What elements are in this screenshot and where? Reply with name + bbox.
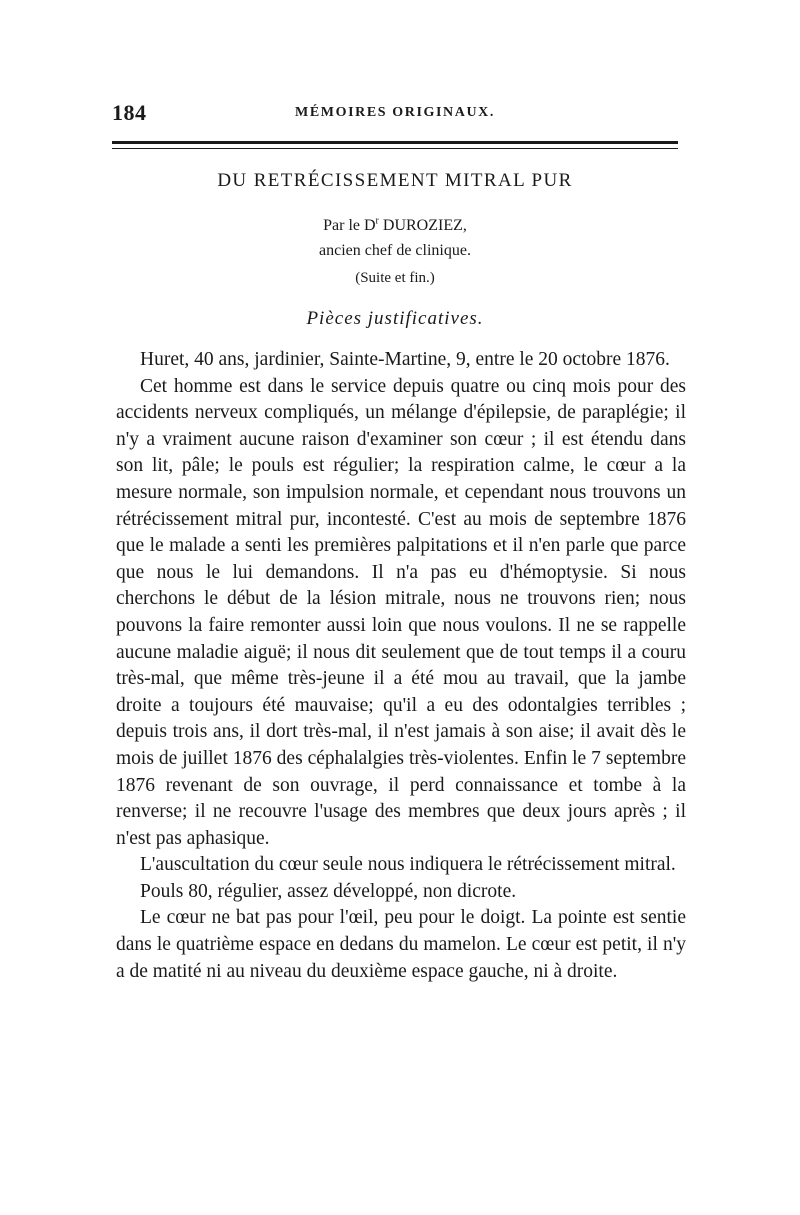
header-rule-thick <box>112 141 678 144</box>
page-number: 184 <box>112 100 147 125</box>
paragraph: Le cœur ne bat pas pour l'œil, peu pour le doigt. La pointe est sentie dans le quatrième espace en dedans du mamelon. Le cœur est petit, il n'y a de matité ni au niveau du deuxième espace gauche, ni à droite. <box>116 907 686 982</box>
body-text <box>116 347 686 985</box>
author-name: DUROZIEZ, <box>378 217 467 234</box>
continuation-note: (Suite et fin.) <box>355 270 435 286</box>
author-line <box>112 213 678 238</box>
running-head <box>112 100 678 132</box>
byline-superscript: r <box>375 215 379 227</box>
header-rule-thin <box>112 148 678 149</box>
paragraph: Cet homme est dans le service depuis quatre ou cinq mois pour des accidents nerveux compliqués, un mélange d'épilepsie, de paraplégie; il n'y a vraiment aucune raison d'examiner son cœur ; il est étendu dans son lit, pâle; le pouls est régulier; la respiration calme, le cœur a la mesure normale, son impulsion normale, et cependant nous trouvons un rétrécissement mitral pur, incontesté. C'est au mois de septembre 1876 que le malade a senti les premières palpitations et il n'en parle que parce que nous le lui demandons. Il n'a pas eu d'hémoptysie. Si nous cherchons le début de la lésion mitrale, nous ne trouvons rien; nous pouvons la faire remonter aussi loin que nous voulons. Il ne se rappelle aucune maladie aiguë; il nous dit seulement que de tout temps il a couru très-mal, que même très-jeune il a été mou au travail, que la jambe droite a toujours été mauvaise; qu'il a eu des odontalgies terribles ; depuis trois ans, il dort très-mal, il n'est jamais à son aise; il avait dès le mois de juillet 1876 des céphalalgies très-violentes. Enfin le 7 septembre 1876 revenant de son ouvrage, il perd connaissance et tombe à la renverse; il ne recouvre l'usage des membres que deux jours après ; il n'est pas aphasique. <box>116 375 686 849</box>
paragraph: L'auscultation du cœur seule nous indiquera le rétrécissement mitral. <box>140 854 676 876</box>
paragraph: Pouls 80, régulier, assez développé, non dicrote. <box>140 880 517 902</box>
byline <box>112 213 678 263</box>
journal-title: MÉMOIRES ORIGINAUX. <box>295 105 495 120</box>
paragraph: Huret, 40 ans, jardinier, Sainte-Martine, 9, entre le 20 octobre 1876. <box>140 349 670 370</box>
article-title: DU RETRÉCISSEMENT MITRAL PUR <box>217 170 573 191</box>
byline-prefix: Par le D <box>323 217 376 234</box>
author-role: ancien chef de clinique. <box>319 242 471 259</box>
section-heading: Pièces justificatives. <box>306 308 484 329</box>
